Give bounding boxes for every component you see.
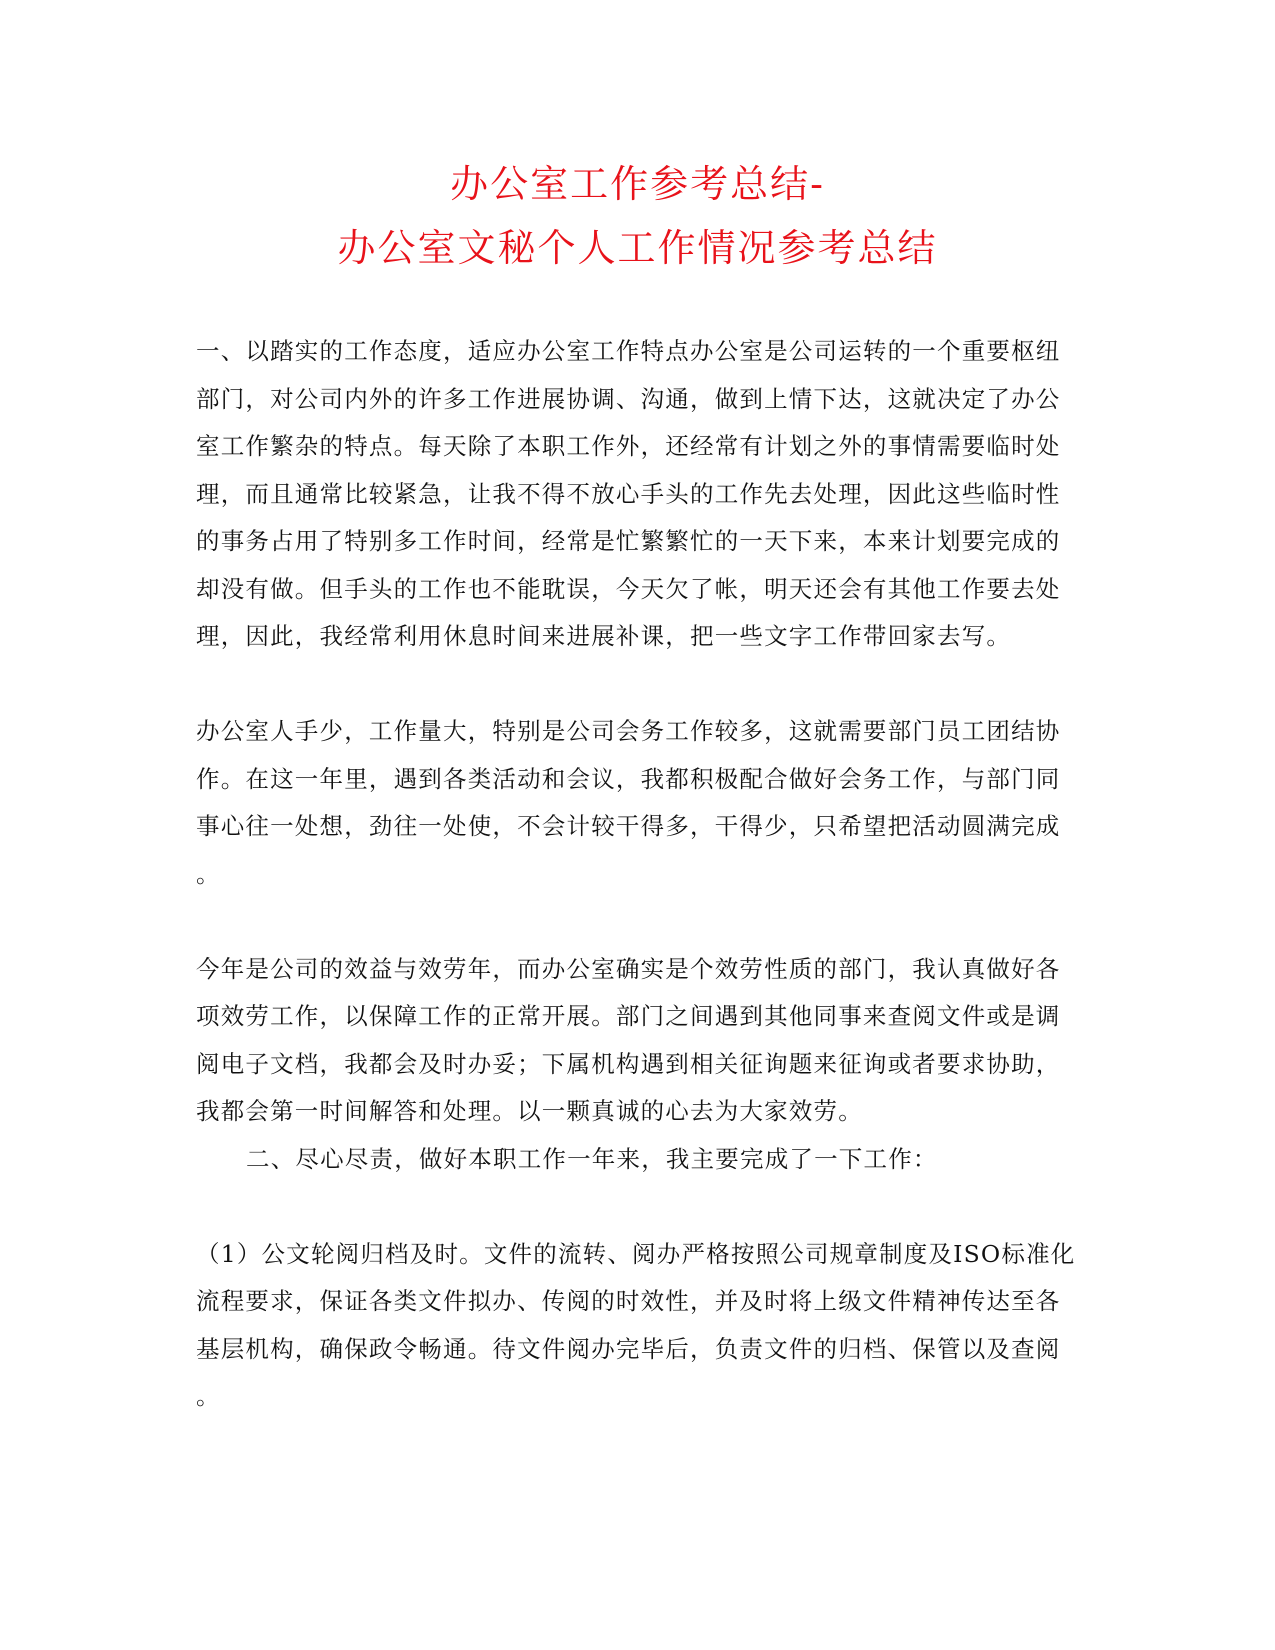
text-line: （1）公文轮阅归档及时。文件的流转、阅办严格按照公司规章制度及ISO标准化 xyxy=(196,1239,1076,1268)
paragraph-1 xyxy=(196,328,1081,661)
text-line: 我都会第一时间解答和处理。以一颗真诚的心去为大家效劳。 xyxy=(196,1097,863,1125)
text-line: 流程要求，保证各类文件拟办、传阅的时效性，并及时将上级文件精神传达至各 xyxy=(196,1287,1061,1315)
paragraph-5 xyxy=(196,1231,1081,1421)
text-line: 理，因此，我经常利用休息时间来进展补课，把一些文字工作带回家去写。 xyxy=(196,622,1012,650)
text-line: 却没有做。但手头的工作也不能耽误，今天欠了帐，明天还会有其他工作要去处 xyxy=(196,574,1061,603)
text-line: 作。在这一年里，遇到各类活动和会议，我都积极配合做好会务工作，与部门同 xyxy=(196,764,1061,793)
paragraph-3 xyxy=(196,946,1081,1136)
text-line: 基层机构，确保政令畅通。待文件阅办完毕后，负责文件的归档、保管以及查阅 xyxy=(196,1334,1061,1363)
title-line-1: 办公室工作参考总结- xyxy=(450,162,825,206)
paragraph-spacer xyxy=(196,1183,1081,1231)
paragraph-spacer xyxy=(196,898,1081,946)
document-body xyxy=(196,328,1081,1421)
paragraph-4 xyxy=(196,1136,1081,1184)
text-line: 项效劳工作，以保障工作的正常开展。部门之间遇到其他同事来查阅文件或是调 xyxy=(196,1002,1061,1030)
text-line: 今年是公司的效益与效劳年，而办公室确实是个效劳性质的部门，我认真做好各 xyxy=(196,954,1061,983)
text-line: 部门，对公司内外的许多工作进展协调、沟通，做到上情下达，这就决定了办公 xyxy=(196,384,1061,413)
text-line: 阅电子文档，我都会及时办妥；下属机构遇到相关征询题来征询或者要求协助， xyxy=(196,1049,1061,1078)
text-line: 理，而且通常比较紧急，让我不得不放心手头的工作先去处理，因此这些临时性 xyxy=(196,479,1061,508)
text-line: 室工作繁杂的特点。每天除了本职工作外，还经常有计划之外的事情需要临时处 xyxy=(196,432,1061,460)
text-line: 的事务占用了特别多工作时间，经常是忙繁繁忙的一天下来，本来计划要完成的 xyxy=(196,527,1061,555)
text-line: 。 xyxy=(196,1382,220,1410)
text-line: 。 xyxy=(196,859,220,888)
paragraph-spacer xyxy=(196,661,1081,709)
document-title xyxy=(0,152,1275,280)
text-line: 一、以踏实的工作态度，适应办公室工作特点办公室是公司运转的一个重要枢纽 xyxy=(196,337,1061,365)
text-line: 事心往一处想，劲往一处使，不会计较干得多，干得少，只希望把活动圆满完成 xyxy=(196,812,1061,840)
paragraph-2 xyxy=(196,708,1081,898)
title-line-2: 办公室文秘个人工作情况参考总结 xyxy=(337,226,938,270)
section-heading: 二、尽心尽责，做好本职工作一年来，我主要完成了一下工作： xyxy=(246,1144,938,1173)
text-line: 办公室人手少，工作量大，特别是公司会务工作较多，这就需要部门员工团结协 xyxy=(196,717,1061,745)
